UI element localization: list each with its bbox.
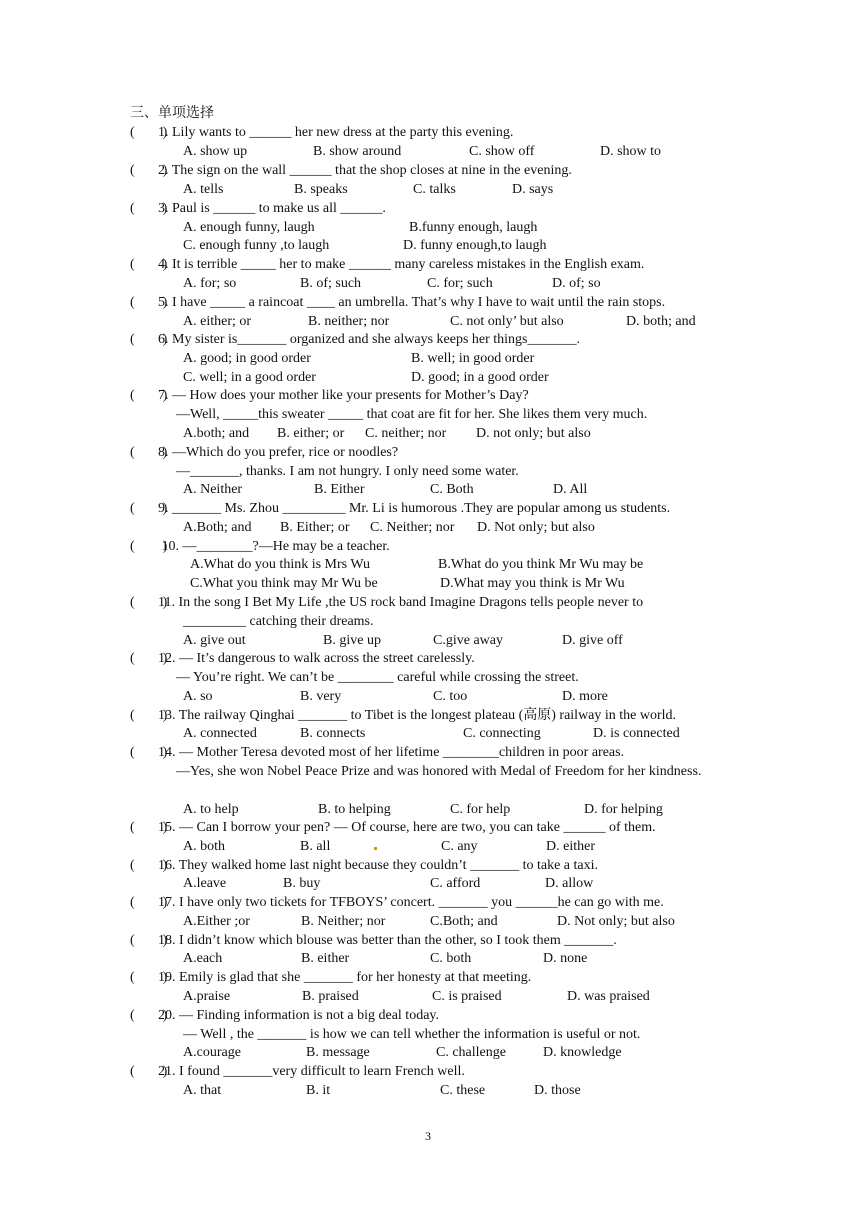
answer-blank: ( ) [130, 125, 168, 140]
answer-blank: ( ) [130, 201, 168, 216]
option-c: C. enough funny ,to laugh [183, 238, 330, 253]
option-c: C. show off [469, 144, 535, 159]
stray-mark [374, 847, 377, 850]
option-d: D. more [562, 689, 608, 704]
option-a: A. show up [183, 144, 248, 159]
question-stem: 1. Lily wants to ______ her new dress at the party this evening. [158, 125, 514, 140]
option-b: B. give up [323, 633, 381, 648]
option-b: B. either [301, 951, 350, 966]
option-c: C. these [440, 1083, 486, 1098]
option-d: D. not only; but also [476, 426, 591, 441]
answer-blank: ( ) [130, 895, 168, 910]
option-d: D. was praised [567, 989, 650, 1004]
question-stem: 13. The railway Qinghai _______ to Tibet is the longest plateau (高原) railway in the world. [158, 708, 677, 723]
option-a: A.Both; and [183, 520, 252, 535]
option-b: B. connects [300, 726, 366, 741]
option-b: B. all [300, 839, 331, 854]
option-d: D. for helping [584, 802, 663, 817]
option-c: C. well; in a good order [183, 370, 316, 385]
option-d: D. says [512, 182, 554, 197]
option-a: A. enough funny, laugh [183, 220, 315, 235]
option-a: A. connected [183, 726, 257, 741]
option-d: D. allow [545, 876, 594, 891]
question-stem: 14. — Mother Teresa devoted most of her lifetime ________children in poor areas. [158, 745, 625, 760]
option-c: C. any [441, 839, 478, 854]
question-stem: 4. It is terrible _____ her to make ______ many careless mistakes in the English exam. [158, 257, 645, 272]
option-c: C. both [430, 951, 472, 966]
answer-blank: ( ) [130, 332, 168, 347]
question-stem: 17. I have only two tickets for TFBOYS’ concert. _______ you ______he can go with me. [158, 895, 664, 910]
answer-blank: ( ) [130, 163, 168, 178]
option-d: D. give off [562, 633, 623, 648]
page-number: 3 [425, 1129, 431, 1143]
option-b: B. praised [302, 989, 359, 1004]
option-a: A.both; and [183, 426, 250, 441]
question-stem: 11. In the song I Bet My Life ,the US rock band Imagine Dragons tells people never to [158, 595, 644, 610]
question-stem: 5. I have _____ a raincoat ____ an umbrella. That’s why I have to wait until the rain stops. [158, 295, 666, 310]
answer-blank: ( ) [130, 257, 168, 272]
option-a: A. good; in good order [183, 351, 311, 366]
question-stem: 20. — Finding information is not a big deal today. [158, 1008, 440, 1023]
answer-blank: ( ) [130, 820, 168, 835]
option-d: D. Not only; but also [557, 914, 675, 929]
dialogue-line: — Well , the _______ is how we can tell whether the information is useful or not. [183, 1027, 641, 1042]
option-d: D.What may you think is Mr Wu [440, 576, 625, 591]
question-stem: 19. Emily is glad that she _______ for her honesty at that meeting. [158, 970, 532, 985]
option-a: A. that [183, 1083, 222, 1098]
option-d: D. funny enough,to laugh [403, 238, 547, 253]
option-d: D. either [546, 839, 595, 854]
answer-blank: ( ) [130, 858, 168, 873]
dialogue-line: —Yes, she won Nobel Peace Prize and was honored with Medal of Freedom for her kindness. [176, 764, 702, 779]
option-c: C. Both [430, 482, 474, 497]
option-c: C. for; such [427, 276, 493, 291]
option-c: C. for help [450, 802, 511, 817]
option-a: A.praise [183, 989, 231, 1004]
option-c: C.give away [433, 633, 503, 648]
option-a: A. both [183, 839, 225, 854]
question-stem: 16. They walked home last night because they couldn’t _______ to take a taxi. [158, 858, 598, 873]
option-d: D. knowledge [543, 1045, 622, 1060]
option-b: B. Either; or [280, 520, 350, 535]
answer-blank: ( ) [130, 539, 168, 554]
option-a: A. tells [183, 182, 224, 197]
option-c: C. too [433, 689, 468, 704]
option-b: B. neither; nor [308, 314, 390, 329]
dialogue-line: —_______, thanks. I am not hungry. I only need some water. [176, 464, 519, 479]
option-b: B. very [300, 689, 342, 704]
dialogue-line: — You’re right. We can’t be ________ careful while crossing the street. [176, 670, 579, 685]
answer-blank: ( ) [130, 933, 168, 948]
option-c: C.What you think may Mr Wu be [190, 576, 378, 591]
answer-blank: ( ) [130, 295, 168, 310]
option-b: B. it [306, 1083, 331, 1098]
question-stem: 2. The sign on the wall ______ that the shop closes at nine in the evening. [158, 163, 572, 178]
question-stem: 8. —Which do you prefer, rice or noodles? [158, 445, 399, 460]
option-a: A. so [183, 689, 213, 704]
option-d: D. show to [600, 144, 662, 159]
section-title: 三、单项选择 [130, 106, 214, 121]
option-a: A. for; so [183, 276, 237, 291]
dialogue-line: —Well, _____this sweater _____ that coat are fit for her. She likes them very much. [176, 407, 648, 422]
option-c: C.Both; and [430, 914, 498, 929]
answer-blank: ( ) [130, 388, 168, 403]
option-b: B. to helping [318, 802, 391, 817]
option-a: A.What do you think is Mrs Wu [190, 557, 371, 572]
option-d: D. Not only; but also [477, 520, 595, 535]
option-a: A.leave [183, 876, 227, 891]
option-c: C. not only’ but also [450, 314, 564, 329]
option-c: C. neither; nor [365, 426, 447, 441]
answer-blank: ( ) [130, 501, 168, 516]
answer-blank: ( ) [130, 970, 168, 985]
question-stem: 15. — Can I borrow your pen? — Of course, here are two, you can take ______ of them. [158, 820, 656, 835]
option-c: C. challenge [436, 1045, 506, 1060]
option-b: B. Neither; nor [301, 914, 386, 929]
option-d: D. All [553, 482, 588, 497]
option-b: B. of; such [300, 276, 362, 291]
option-b: B. buy [283, 876, 321, 891]
option-b: B. Either [314, 482, 365, 497]
answer-blank: ( ) [130, 708, 168, 723]
option-b: B. message [306, 1045, 370, 1060]
question-stem: 12. — It’s dangerous to walk across the street carelessly. [158, 651, 475, 666]
option-d: D. none [543, 951, 588, 966]
answer-blank: ( ) [130, 745, 168, 760]
answer-blank: ( ) [130, 1064, 168, 1079]
option-a: A.each [183, 951, 223, 966]
option-c: C. is praised [432, 989, 502, 1004]
answer-blank: ( ) [130, 1008, 168, 1023]
option-a: A. give out [183, 633, 246, 648]
question-stem: 10. —________?—He may be a teacher. [158, 539, 390, 554]
question-stem: 18. I didn’t know which blouse was better than the other, so I took them _______. [158, 933, 617, 948]
option-d: D. is connected [593, 726, 680, 741]
option-a: A. either; or [183, 314, 252, 329]
question-stem: 21. I found _______very difficult to learn French well. [158, 1064, 465, 1079]
question-stem: 6. My sister is_______ organized and she always keeps her things_______. [158, 332, 581, 347]
question-stem-continued: _________ catching their dreams. [183, 614, 374, 629]
option-b: B. show around [313, 144, 402, 159]
answer-blank: ( ) [130, 651, 168, 666]
option-c: C. connecting [463, 726, 541, 741]
answer-blank: ( ) [130, 595, 168, 610]
option-a: A.courage [183, 1045, 241, 1060]
question-stem: 9. _______ Ms. Zhou _________ Mr. Li is humorous .They are popular among us students. [158, 501, 671, 516]
option-c: C. afford [430, 876, 481, 891]
option-b: B. speaks [294, 182, 348, 197]
option-b: B.funny enough, laugh [409, 220, 538, 235]
option-b: B. either; or [277, 426, 345, 441]
option-a: A. Neither [183, 482, 243, 497]
option-d: D. both; and [626, 314, 696, 329]
option-d: D. those [534, 1083, 581, 1098]
option-b: B.What do you think Mr Wu may be [438, 557, 644, 572]
question-stem: 7. — How does your mother like your presents for Mother’s Day? [158, 388, 529, 403]
option-a: A. to help [183, 802, 239, 817]
question-stem: 3. Paul is ______ to make us all ______. [158, 201, 386, 216]
option-a: A.Either ;or [183, 914, 250, 929]
answer-blank: ( ) [130, 445, 168, 460]
option-b: B. well; in good order [411, 351, 535, 366]
option-c: C. Neither; nor [370, 520, 455, 535]
option-d: D. good; in a good order [411, 370, 549, 385]
option-d: D. of; so [552, 276, 601, 291]
option-c: C. talks [413, 182, 456, 197]
